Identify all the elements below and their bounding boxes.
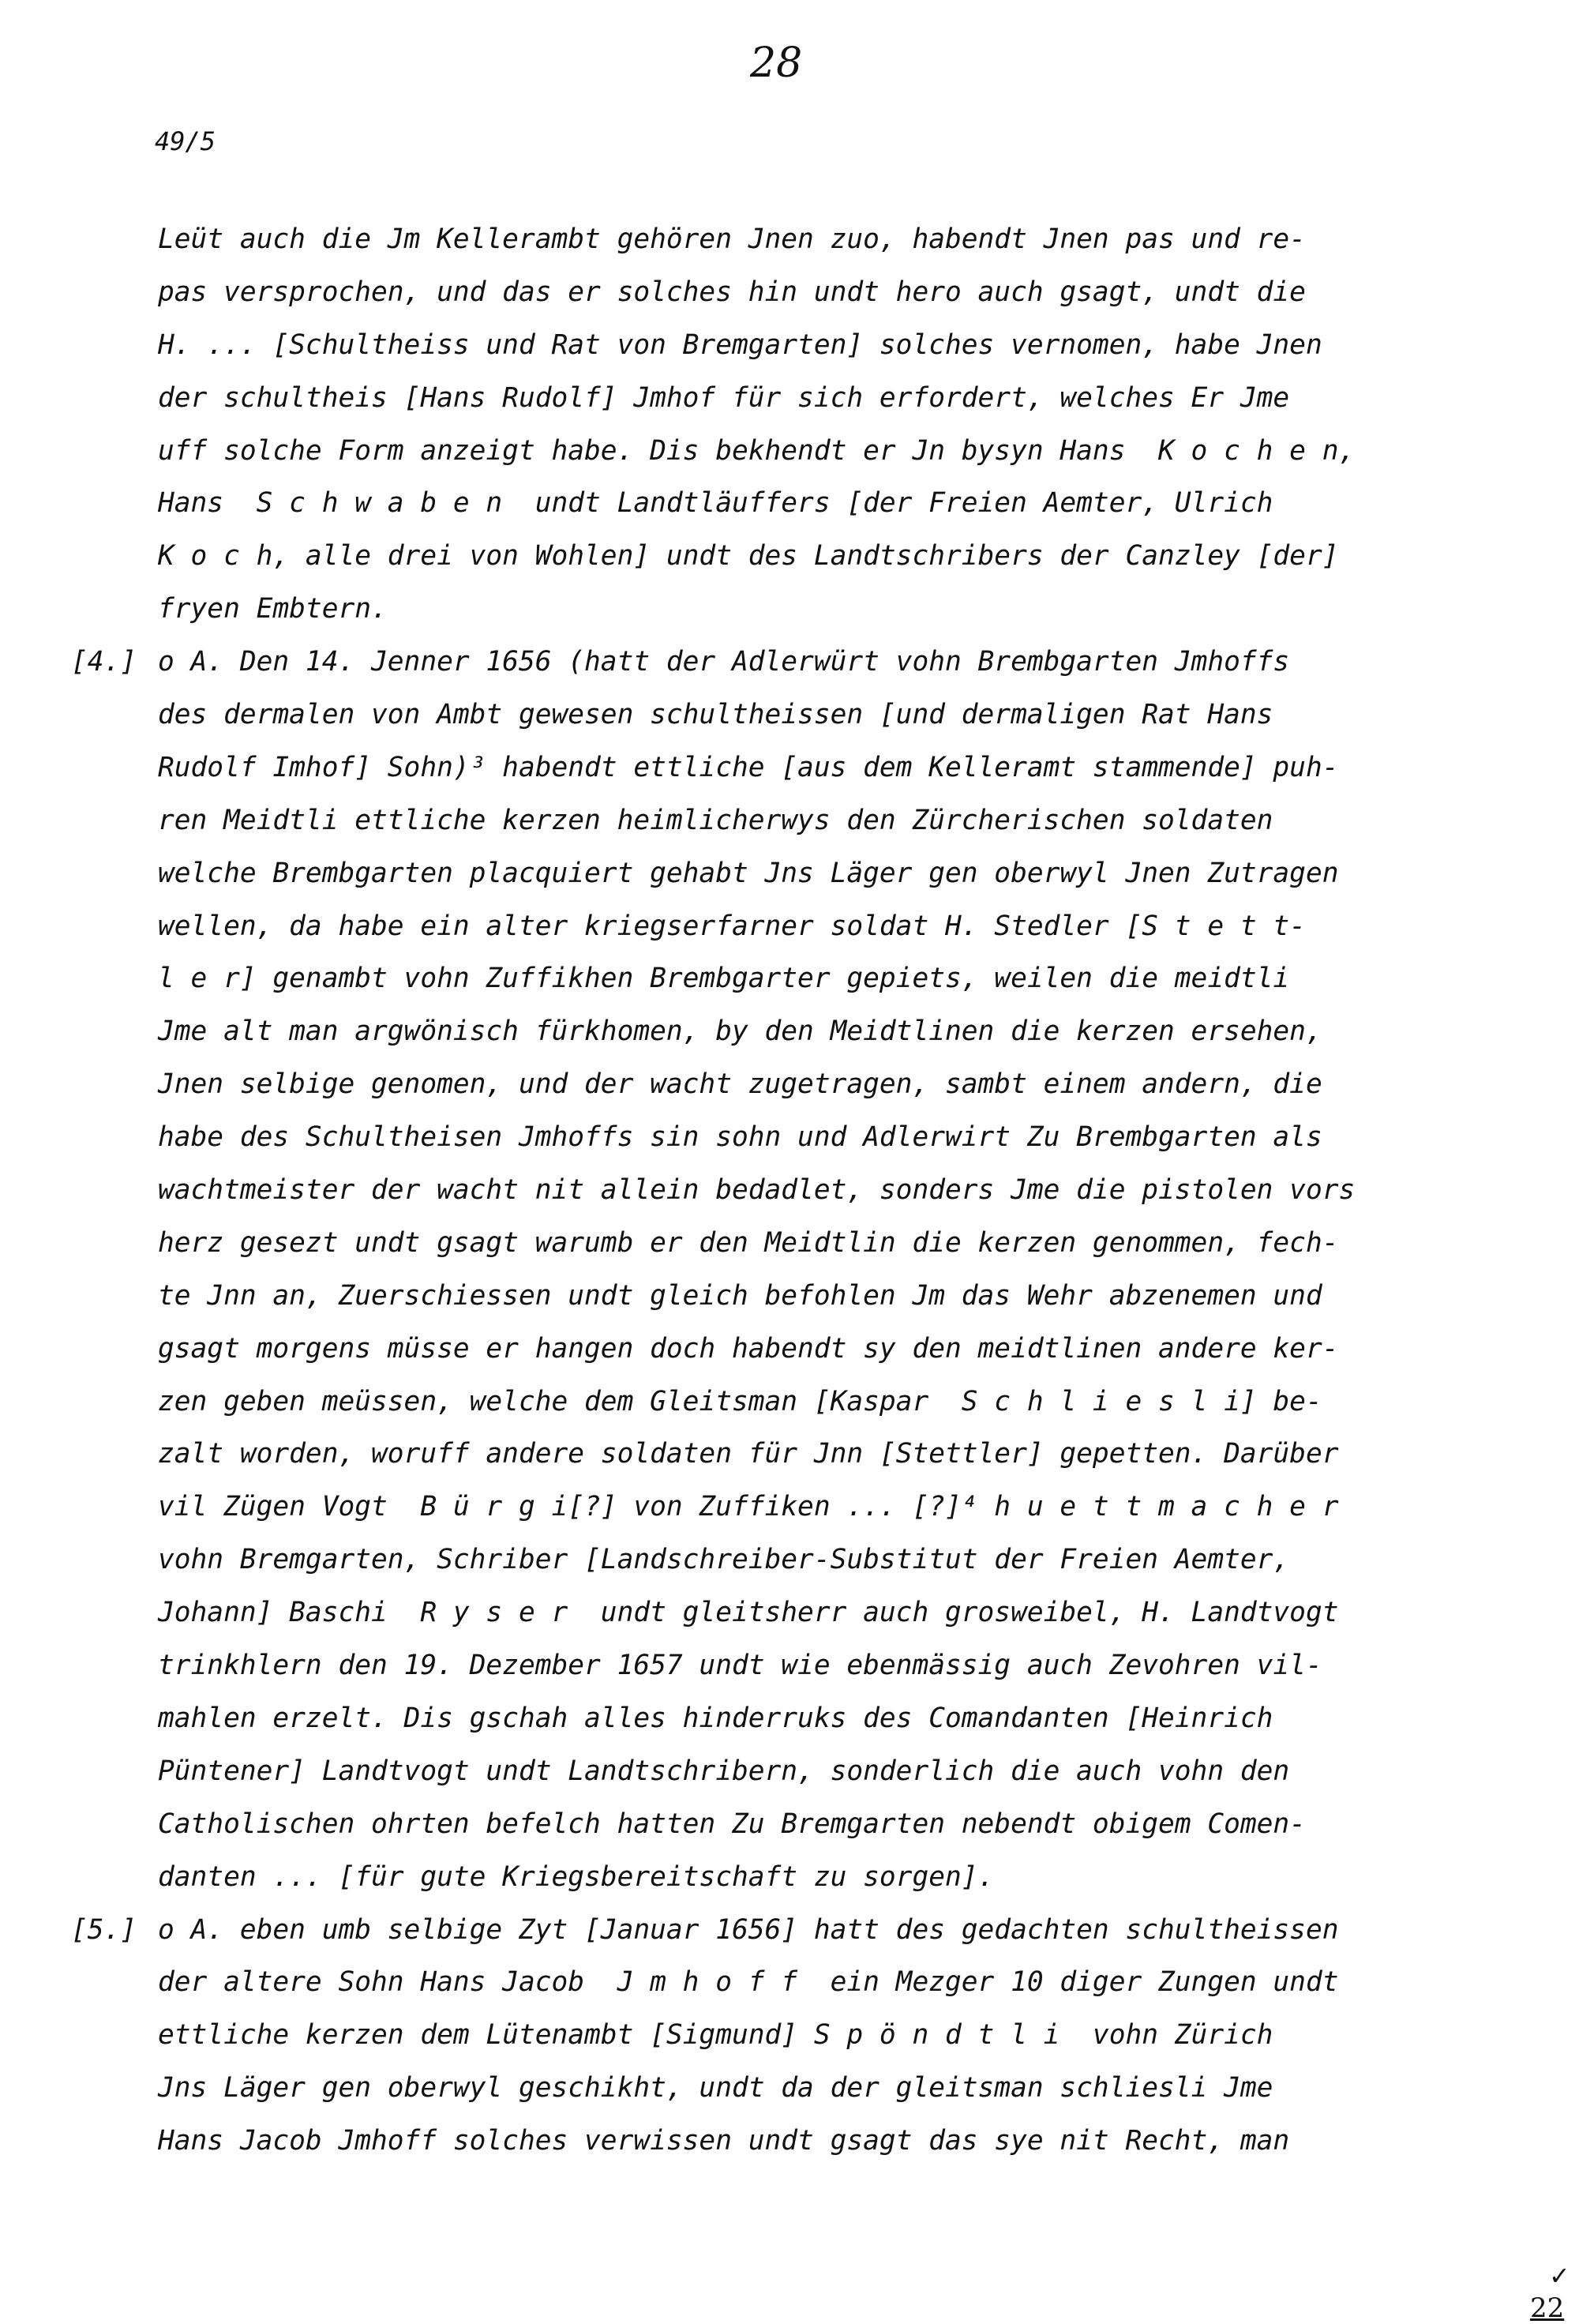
- text-line: [71, 847, 1445, 900]
- line-text: K o c h, alle drei von Wohlen] undt des Landtschribers der Canzley [der]: [158, 540, 1339, 573]
- text-line: [71, 583, 1445, 636]
- line-text: herz gesezt undt gsagt warumb er den Meidtlin die kerzen genommen, fech-: [158, 1226, 1339, 1259]
- text-line: [71, 266, 1445, 319]
- text-line: [71, 636, 1445, 689]
- line-text: vohn Bremgarten, Schriber [Landschreiber-Substitut der Freien Aemter,: [158, 1544, 1290, 1576]
- text-line: [71, 1323, 1445, 1376]
- text-line: [71, 1111, 1445, 1164]
- line-text: Jme alt man argwönisch fürkhomen, by den Meidtlinen die kerzen ersehen,: [158, 1016, 1322, 1048]
- paragraph-number: [5.]: [71, 1913, 137, 1946]
- line-text: vil Zügen Vogt B ü r g i[?] von Zuffiken ... [?]⁴ h u e t t m a c h e r: [158, 1491, 1339, 1523]
- line-text: Leüt auch die Jm Kellerambt gehören Jnen zuo, habendt Jnen pas und re-: [158, 223, 1306, 255]
- line-text: pas versprochen, und das er solches hin undt hero auch gsagt, undt die: [158, 276, 1306, 308]
- text-line: [71, 2062, 1445, 2115]
- text-line: [71, 1005, 1445, 1058]
- line-text: der schultheis [Hans Rudolf] Jmhof für sich erfordert, welches Er Jme: [158, 381, 1290, 414]
- line-text: uff solche Form anzeigt habe. Dis bekhendt er Jn bysyn Hans K o c h e n,: [158, 434, 1356, 467]
- page-number: 28: [750, 39, 803, 87]
- line-text: Jns Läger gen oberwyl geschikht, undt da der gleitsman schliesli Jme: [158, 2072, 1273, 2104]
- text-line: [71, 477, 1445, 530]
- text-line: [71, 1745, 1445, 1798]
- line-text: wellen, da habe ein alter kriegserfarner soldat H. Stedler [S t e t t-: [158, 910, 1306, 942]
- text-line: [71, 1904, 1445, 1957]
- line-text: Jnen selbige genomen, und der wacht zugetragen, sambt einem andern, die: [158, 1068, 1322, 1101]
- text-line: [71, 1956, 1445, 2009]
- line-text: Catholischen ohrten befelch hatten Zu Bremgarten nebendt obigem Comen-: [158, 1808, 1306, 1840]
- line-text: welche Brembgarten placquiert gehabt Jns Läger gen oberwyl Jnen Zutragen: [158, 857, 1339, 889]
- text-line: [71, 1376, 1445, 1429]
- line-text: des dermalen von Ambt gewesen schultheissen [und dermaligen Rat Hans: [158, 699, 1273, 731]
- line-text: Hans S c h w a b e n undt Landtläuffers [der Freien Aemter, Ulrich: [158, 487, 1273, 520]
- transcription-body: [71, 213, 1445, 2168]
- text-line: [71, 1428, 1445, 1481]
- margin-page-number: 22: [1530, 2292, 1565, 2324]
- line-text: ettliche kerzen dem Lütenambt [Sigmund] S p ö n d t l i vohn Zürich: [158, 2019, 1273, 2052]
- line-text: H. ... [Schultheiss und Rat von Bremgarten] solches vernomen, habe Jnen: [158, 329, 1322, 361]
- text-line: [71, 213, 1445, 266]
- text-line: [71, 1639, 1445, 1692]
- text-line: [71, 1851, 1445, 1904]
- text-line: [71, 1692, 1445, 1745]
- line-text: gsagt morgens müsse er hangen doch habendt sy den meidtlinen andere ker-: [158, 1332, 1339, 1365]
- text-line: [71, 425, 1445, 478]
- line-text: Hans Jacob Jmhoff solches verwissen undt gsagt das sye nit Recht, man: [158, 2125, 1290, 2157]
- line-text: der altere Sohn Hans Jacob J m h o f f ein Mezger 10 diger Zungen undt: [158, 1966, 1339, 1999]
- text-line: [71, 742, 1445, 794]
- line-text: wachtmeister der wacht nit allein bedadlet, sonders Jme die pistolen vors: [158, 1174, 1356, 1207]
- text-line: [71, 319, 1445, 372]
- line-text: danten ... [für gute Kriegsbereitschaft zu sorgen].: [158, 1860, 995, 1893]
- text-line: [71, 2115, 1445, 2168]
- line-text: te Jnn an, Zuerschiessen undt gleich befohlen Jm das Wehr abzenemen und: [158, 1279, 1322, 1312]
- text-line: [71, 1798, 1445, 1851]
- text-line: [71, 1270, 1445, 1323]
- archive-reference: 49/5: [155, 126, 216, 156]
- line-text: l e r] genambt vohn Zuffikhen Brembgarter gepiets, weilen die meidtli: [158, 963, 1290, 995]
- text-line: [71, 900, 1445, 953]
- text-line: [71, 1534, 1445, 1586]
- text-line: [71, 1164, 1445, 1217]
- text-line: [71, 372, 1445, 425]
- line-text: fryen Embtern.: [158, 593, 388, 625]
- line-text: mahlen erzelt. Dis gschah alles hinderruks des Comandanten [Heinrich: [158, 1702, 1273, 1734]
- line-text: habe des Schultheisen Jmhoffs sin sohn und Adlerwirt Zu Brembgarten als: [158, 1121, 1322, 1154]
- text-line: [71, 952, 1445, 1005]
- line-text: zalt worden, woruff andere soldaten für Jnn [Stettler] gepetten. Darüber: [158, 1438, 1339, 1470]
- line-text: Püntener] Landtvogt undt Landtschribern, sonderlich die auch vohn den: [158, 1755, 1290, 1787]
- text-line: [71, 1481, 1445, 1534]
- line-text: o A. eben umb selbige Zyt [Januar 1656] hatt des gedachten schultheissen: [158, 1913, 1339, 1946]
- text-line: [71, 2009, 1445, 2062]
- line-text: o A. Den 14. Jenner 1656 (hatt der Adlerwürt vohn Brembgarten Jmhoffs: [158, 646, 1290, 678]
- line-text: Rudolf Imhof] Sohn)³ habendt ettliche [aus dem Kelleramt stammende] puh-: [158, 751, 1339, 783]
- text-line: [71, 530, 1445, 583]
- line-text: zen geben meüssen, welche dem Gleitsman [Kaspar S c h l i e s l i] be-: [158, 1385, 1322, 1417]
- text-line: [71, 689, 1445, 742]
- line-text: trinkhlern den 19. Dezember 1657 undt wie ebenmässig auch Zevohren vil-: [158, 1650, 1322, 1682]
- check-mark: ✓: [1549, 2261, 1570, 2291]
- text-line: [71, 1586, 1445, 1639]
- line-text: Johann] Baschi R y s e r undt gleitsherr auch grosweibel, H. Landtvogt: [158, 1597, 1339, 1629]
- text-line: [71, 1058, 1445, 1111]
- line-text: ren Meidtli ettliche kerzen heimlicherwys den Zürcherischen soldaten: [158, 804, 1273, 836]
- text-line: [71, 794, 1445, 847]
- text-line: [71, 1217, 1445, 1270]
- paragraph-number: [4.]: [71, 646, 137, 678]
